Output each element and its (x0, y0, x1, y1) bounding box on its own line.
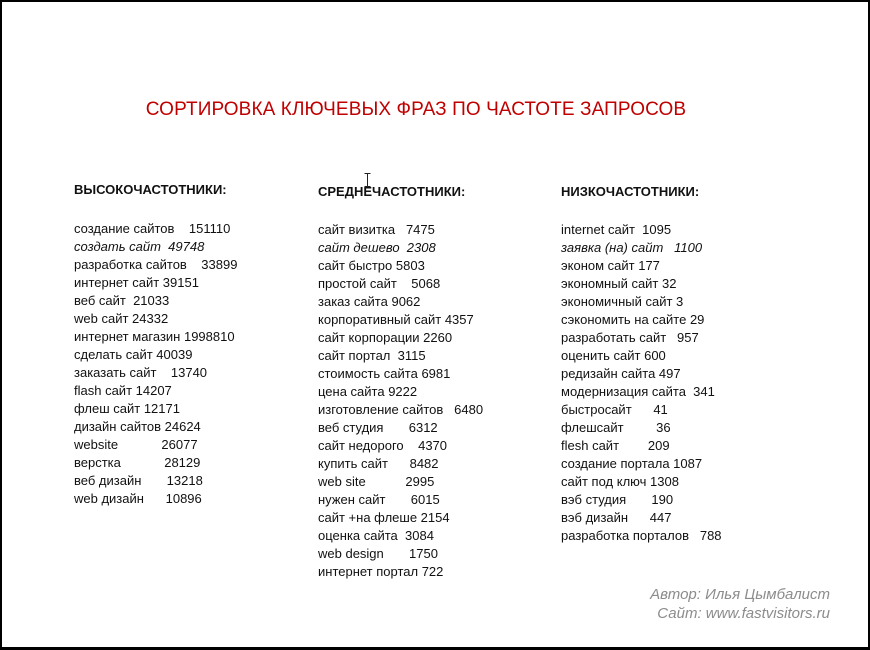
keyword-item: создание портала 1087 (561, 456, 703, 471)
keyword-item: веб студия 6312 (318, 420, 438, 435)
low-frequency-list (561, 221, 722, 545)
keyword-item: web design 1750 (318, 546, 438, 561)
keyword-item: сайт быстро 5803 (318, 258, 425, 273)
keyword-item: редизайн сайта 497 (561, 366, 681, 381)
keyword-item: веб сайт 21033 (74, 293, 170, 308)
keyword-item: экономичный сайт 3 (561, 294, 684, 309)
keyword-item: флеш сайт 12171 (74, 401, 180, 416)
low-frequency-heading: НИЗКОЧАСТОТНИКИ: (561, 184, 700, 199)
keyword-item: изготовление сайтов 6480 (318, 402, 484, 417)
keyword-item: вэб дизайн 447 (561, 510, 672, 525)
keyword-item: флешсайт 36 (561, 420, 671, 435)
keyword-item: web дизайн 10896 (74, 491, 202, 506)
author-credit (650, 585, 830, 623)
keyword-item: интернет портал 722 (318, 564, 444, 579)
author-name: Автор: Илья Цымбалист (650, 586, 830, 603)
keyword-item: купить сайт 8482 (318, 456, 439, 471)
slide-title: СОРТИРОВКА КЛЮЧЕВЫХ ФРАЗ ПО ЧАСТОТЕ ЗАПРОСОВ (145, 99, 687, 120)
keyword-item: сэкономить на сайте 29 (561, 312, 705, 327)
keyword-item: нужен сайт 6015 (318, 492, 440, 507)
keyword-item: разработка порталов 788 (561, 528, 722, 543)
mid-frequency-heading: СРЕДНЕЧАСТОТНИКИ: (318, 184, 466, 199)
keyword-item: быстросайт 41 (561, 402, 668, 417)
keyword-item: сайт недорого 4370 (318, 438, 448, 453)
keyword-item: корпоративный сайт 4357 (318, 312, 474, 327)
keyword-item: flash сайт 14207 (74, 383, 172, 398)
keyword-item: эконом сайт 177 (561, 258, 660, 273)
keyword-item: сайт визитка 7475 (318, 222, 435, 237)
keyword-item: сайт портал 3115 (318, 348, 426, 363)
keyword-item: простой сайт 5068 (318, 276, 441, 291)
keyword-item: сайт +на флеше 2154 (318, 510, 450, 525)
keyword-item: вэб студия 190 (561, 492, 674, 507)
keyword-item: заказ сайта 9062 (318, 294, 421, 309)
keyword-item: оценка сайта 3084 (318, 528, 434, 543)
keyword-item: веб дизайн 13218 (74, 473, 203, 488)
keyword-item: web сайт 24332 (74, 311, 169, 326)
high-frequency-heading: ВЫСОКОЧАСТОТНИКИ: (74, 182, 227, 197)
keyword-item: internet сайт 1095 (561, 222, 672, 237)
slide (2, 2, 868, 647)
keyword-item: создать сайт 49748 (74, 239, 205, 254)
keyword-item: создание сайтов 151110 (74, 221, 231, 236)
keyword-item: разработать сайт 957 (561, 330, 699, 345)
keyword-item: разработка сайтов 33899 (74, 257, 238, 272)
mid-frequency-list (318, 221, 483, 581)
author-site: Сайт: www.fastvisitors.ru (657, 605, 830, 622)
keyword-item: экономный сайт 32 (561, 276, 677, 291)
keyword-item: интернет магазин 1998810 (74, 329, 235, 344)
keyword-item: сайт корпорации 2260 (318, 330, 453, 345)
high-frequency-list (74, 220, 237, 508)
keyword-item: flesh сайт 209 (561, 438, 670, 453)
keyword-item: сайт под ключ 1308 (561, 474, 679, 489)
keyword-item: верстка 28129 (74, 455, 201, 470)
keyword-item: цена сайта 9222 (318, 384, 418, 399)
keyword-item: сайт дешево 2308 (318, 240, 436, 255)
keyword-item: заказать сайт 13740 (74, 365, 208, 380)
keyword-item: web site 2995 (318, 474, 435, 489)
keyword-item: стоимость сайта 6981 (318, 366, 451, 381)
keyword-item: website 26077 (74, 437, 198, 452)
keyword-item: интернет сайт 39151 (74, 275, 199, 290)
keyword-item: дизайн сайтов 24624 (74, 419, 201, 434)
keyword-item: заявка (на) сайт 1100 (561, 240, 703, 255)
keyword-item: сделать сайт 40039 (74, 347, 193, 362)
keyword-item: модернизация сайта 341 (561, 384, 715, 399)
keyword-item: оценить сайт 600 (561, 348, 666, 363)
